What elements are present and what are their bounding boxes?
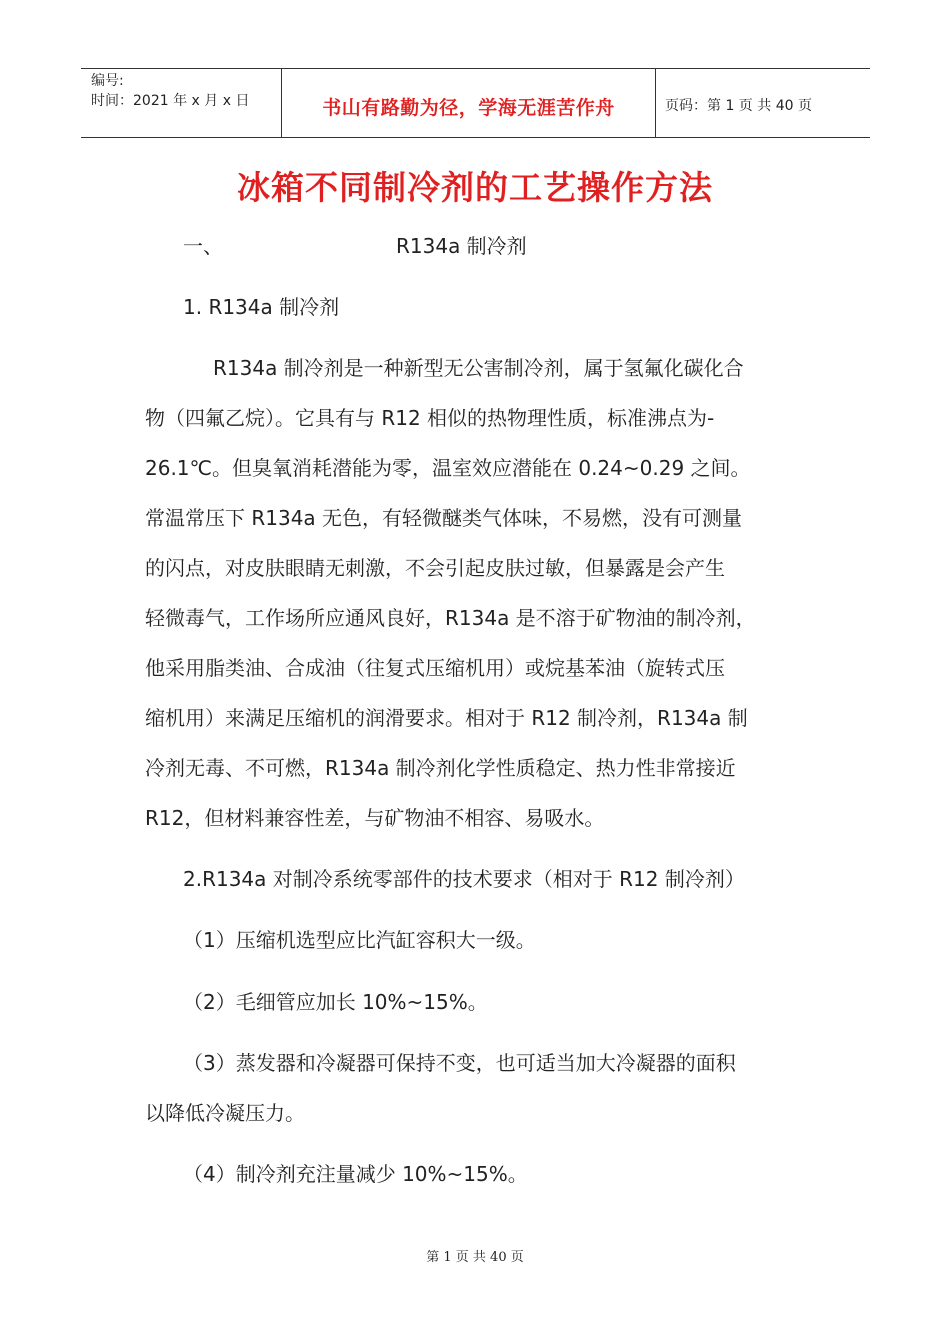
paragraph-line: 物（四氟乙烷）。它具有与 R12 相似的热物理性质，标准沸点为- xyxy=(145,406,715,430)
document-title: 冰箱不同制冷剂的工艺操作方法 xyxy=(237,168,713,207)
paragraph-line: R12，但材料兼容性差，与矿物油不相容、易吸水。 xyxy=(145,806,605,830)
list-item: （3）蒸发器和冷凝器可保持不变，也可适当加大冷凝器的面积 xyxy=(183,1051,736,1075)
paragraph-line: R134a 制冷剂是一种新型无公害制冷剂，属于氢氟化碳化合 xyxy=(213,356,744,380)
document-code-label: 编号: xyxy=(91,73,124,89)
subsection-heading: 1. R134a 制冷剂 xyxy=(183,295,340,319)
list-item: （1）压缩机选型应比汽缸容积大一级。 xyxy=(183,928,536,952)
list-item: （4）制冷剂充注量减少 10%~15%。 xyxy=(183,1162,528,1186)
paragraph-line: 轻微毒气，工作场所应通风良好，R134a 是不溶于矿物油的制冷剂， xyxy=(145,606,756,630)
document-header xyxy=(81,68,870,138)
list-item: （2）毛细管应加长 10%~15%。 xyxy=(183,990,488,1014)
section-heading: R134a 制冷剂 xyxy=(396,234,527,258)
page-footer: 第 1 页 共 40 页 xyxy=(426,1250,524,1265)
paragraph-line: 缩机用）来满足压缩机的润滑要求。相对于 R12 制冷剂，R134a 制 xyxy=(145,706,748,730)
section-number: 一、 xyxy=(183,234,223,258)
header-page-info: 页码：第 1 页 共 40 页 xyxy=(665,98,812,114)
header-motto-cell xyxy=(281,69,656,137)
subsection-heading: 2.R134a 对制冷系统零部件的技术要求（相对于 R12 制冷剂） xyxy=(183,867,745,891)
paragraph-line: 他采用脂类油、合成油（往复式压缩机用）或烷基苯油（旋转式压 xyxy=(145,656,725,680)
paragraph-line: 的闪点，对皮肤眼睛无刺激，不会引起皮肤过敏，但暴露是会产生 xyxy=(145,556,725,580)
header-motto: 书山有路勤为径，学海无涯苦作舟 xyxy=(322,97,615,119)
header-meta-cell xyxy=(81,69,281,137)
document-date: 时间：2021 年 x 月 x 日 xyxy=(91,93,250,109)
header-page-cell xyxy=(655,69,870,137)
paragraph-line: 常温常压下 R134a 无色，有轻微醚类气体味，不易燃，没有可测量 xyxy=(145,506,743,530)
list-item-continuation: 以降低冷凝压力。 xyxy=(145,1101,305,1125)
paragraph-line: 26.1℃。但臭氧消耗潜能为零，温室效应潜能在 0.24~0.29 之间。 xyxy=(145,456,751,480)
paragraph-line: 冷剂无毒、不可燃，R134a 制冷剂化学性质稳定、热力性非常接近 xyxy=(145,756,736,780)
